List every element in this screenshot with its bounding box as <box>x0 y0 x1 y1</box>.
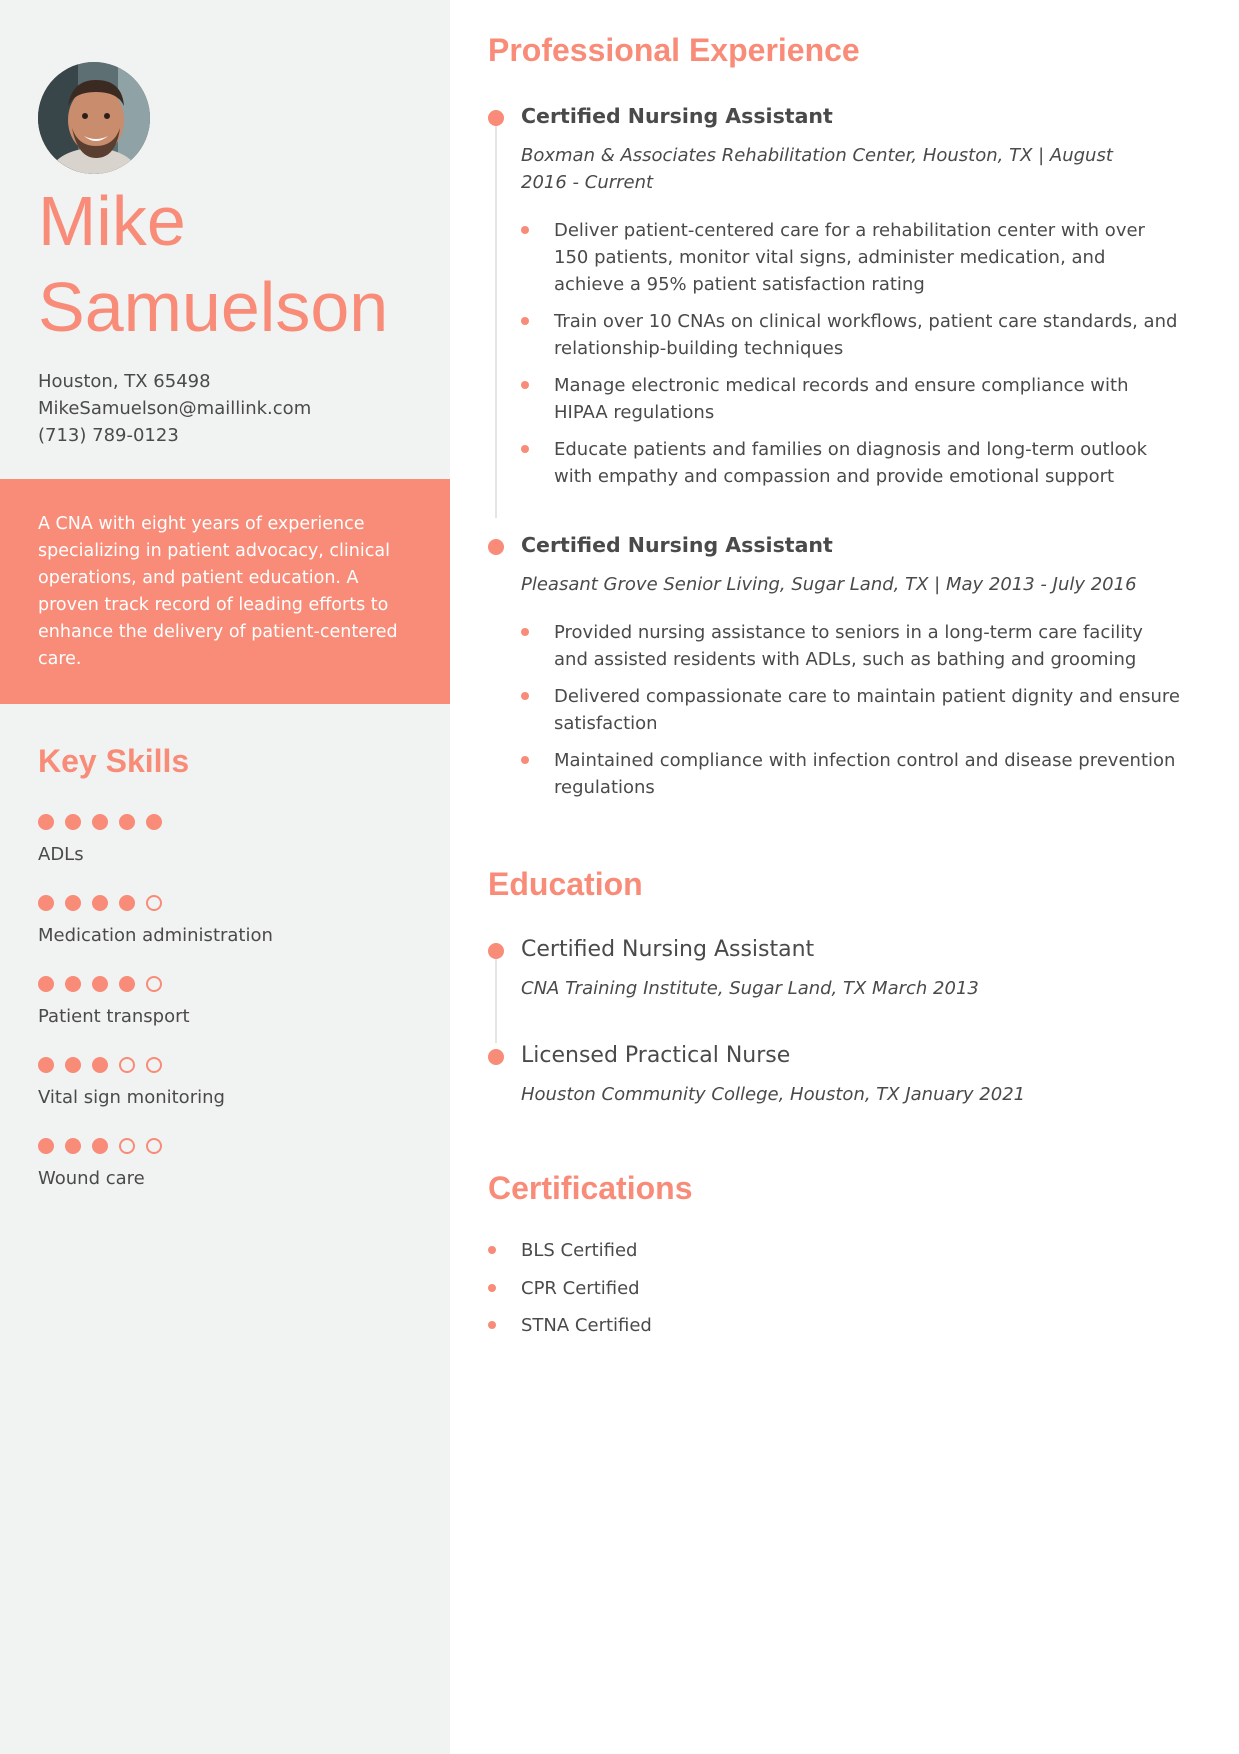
education-meta: CNA Training Institute, Sugar Land, TX March 2013 <box>521 978 979 999</box>
skill-rating <box>38 893 418 913</box>
skill-item <box>38 1055 418 1136</box>
experience-timeline <box>495 118 497 518</box>
rating-dot-empty <box>146 1057 162 1073</box>
rating-dot-filled <box>92 1057 108 1073</box>
job-meta: Boxman & Associates Rehabilitation Center, Houston, TX | August 2016 - Current <box>521 145 1113 193</box>
skills-title: Key Skills <box>38 743 190 779</box>
skill-rating <box>38 1055 418 1075</box>
job-bullet: Manage electronic medical records and ensure compliance with HIPAA regulations <box>521 372 1181 426</box>
skill-name: Vital sign monitoring <box>38 1087 225 1108</box>
rating-dot-filled <box>92 814 108 830</box>
avatar <box>38 62 150 174</box>
education-timeline <box>495 953 497 1043</box>
rating-dot-filled <box>38 976 54 992</box>
skill-rating <box>38 974 418 994</box>
rating-dot-filled <box>65 895 81 911</box>
timeline-marker <box>488 1049 504 1065</box>
education-title: Education <box>488 866 643 902</box>
education-meta: Houston Community College, Houston, TX January 2021 <box>521 1084 1026 1105</box>
job-title: Certified Nursing Assistant <box>521 533 833 557</box>
rating-dot-empty <box>146 976 162 992</box>
phone: (713) 789-0123 <box>38 425 179 446</box>
job-bullets <box>521 217 1181 500</box>
rating-dot-filled <box>65 1057 81 1073</box>
rating-dot-filled <box>65 976 81 992</box>
rating-dot-empty <box>146 1138 162 1154</box>
job-bullet: Educate patients and families on diagnosis and long-term outlook with empathy and compassion and provide emotional support <box>521 436 1181 490</box>
job-bullet: Deliver patient-centered care for a rehabilitation center with over 150 patients, monitor vital signs, administer medication, and achieve a 95% patient satisfaction rating <box>521 217 1181 298</box>
rating-dot-filled <box>38 1138 54 1154</box>
skill-item <box>38 812 418 893</box>
email: MikeSamuelson@maillink.com <box>38 398 312 419</box>
profile-photo <box>38 62 150 174</box>
rating-dot-filled <box>119 814 135 830</box>
skill-rating <box>38 1136 418 1156</box>
certification-item: BLS Certified <box>488 1237 652 1264</box>
rating-dot-filled <box>92 895 108 911</box>
skill-item <box>38 1136 418 1217</box>
job-bullet: Delivered compassionate care to maintain patient dignity and ensure satisfaction <box>521 683 1181 737</box>
job-bullet: Train over 10 CNAs on clinical workflows, patient care standards, and relationship-building techniques <box>521 308 1181 362</box>
rating-dot-filled <box>38 814 54 830</box>
rating-dot-filled <box>92 976 108 992</box>
contact-info <box>38 368 438 449</box>
summary-section <box>0 479 450 704</box>
certifications-list <box>488 1237 652 1350</box>
rating-dot-filled <box>38 1057 54 1073</box>
rating-dot-empty <box>119 1057 135 1073</box>
skill-rating <box>38 812 418 832</box>
education-title-item: Licensed Practical Nurse <box>521 1043 791 1068</box>
job-title: Certified Nursing Assistant <box>521 104 833 128</box>
candidate-name <box>38 178 438 350</box>
summary-text: A CNA with eight years of experience specializing in patient advocacy, clinical operations, and patient education. A proven track record of leading efforts to enhance the delivery of patient-centered care. <box>38 514 398 669</box>
certifications-title: Certifications <box>488 1170 693 1206</box>
job-bullets <box>521 619 1181 811</box>
skills-list <box>38 812 418 1217</box>
skill-name: ADLs <box>38 844 84 865</box>
rating-dot-filled <box>119 976 135 992</box>
experience-title: Professional Experience <box>488 32 860 68</box>
rating-dot-filled <box>119 895 135 911</box>
job-bullet: Maintained compliance with infection control and disease prevention regulations <box>521 747 1181 801</box>
job-bullet: Provided nursing assistance to seniors in a long-term care facility and assisted residents with ADLs, such as bathing and grooming <box>521 619 1181 673</box>
rating-dot-filled <box>38 895 54 911</box>
timeline-marker <box>488 943 504 959</box>
certification-item: STNA Certified <box>488 1312 652 1339</box>
location: Houston, TX 65498 <box>38 371 211 392</box>
skill-name: Patient transport <box>38 1006 190 1027</box>
job-meta: Pleasant Grove Senior Living, Sugar Land, TX | May 2013 - July 2016 <box>521 574 1137 595</box>
skill-item <box>38 893 418 974</box>
education-title-item: Certified Nursing Assistant <box>521 937 815 962</box>
skill-item <box>38 974 418 1055</box>
skill-name: Medication administration <box>38 925 273 946</box>
first-name: Mike <box>38 182 186 260</box>
last-name: Samuelson <box>38 268 389 346</box>
skill-name: Wound care <box>38 1168 145 1189</box>
rating-dot-filled <box>92 1138 108 1154</box>
sidebar <box>0 0 450 1754</box>
timeline-marker <box>488 539 504 555</box>
rating-dot-filled <box>146 814 162 830</box>
certification-item: CPR Certified <box>488 1275 652 1302</box>
timeline-marker <box>488 110 504 126</box>
rating-dot-empty <box>146 895 162 911</box>
rating-dot-empty <box>119 1138 135 1154</box>
rating-dot-filled <box>65 1138 81 1154</box>
rating-dot-filled <box>65 814 81 830</box>
